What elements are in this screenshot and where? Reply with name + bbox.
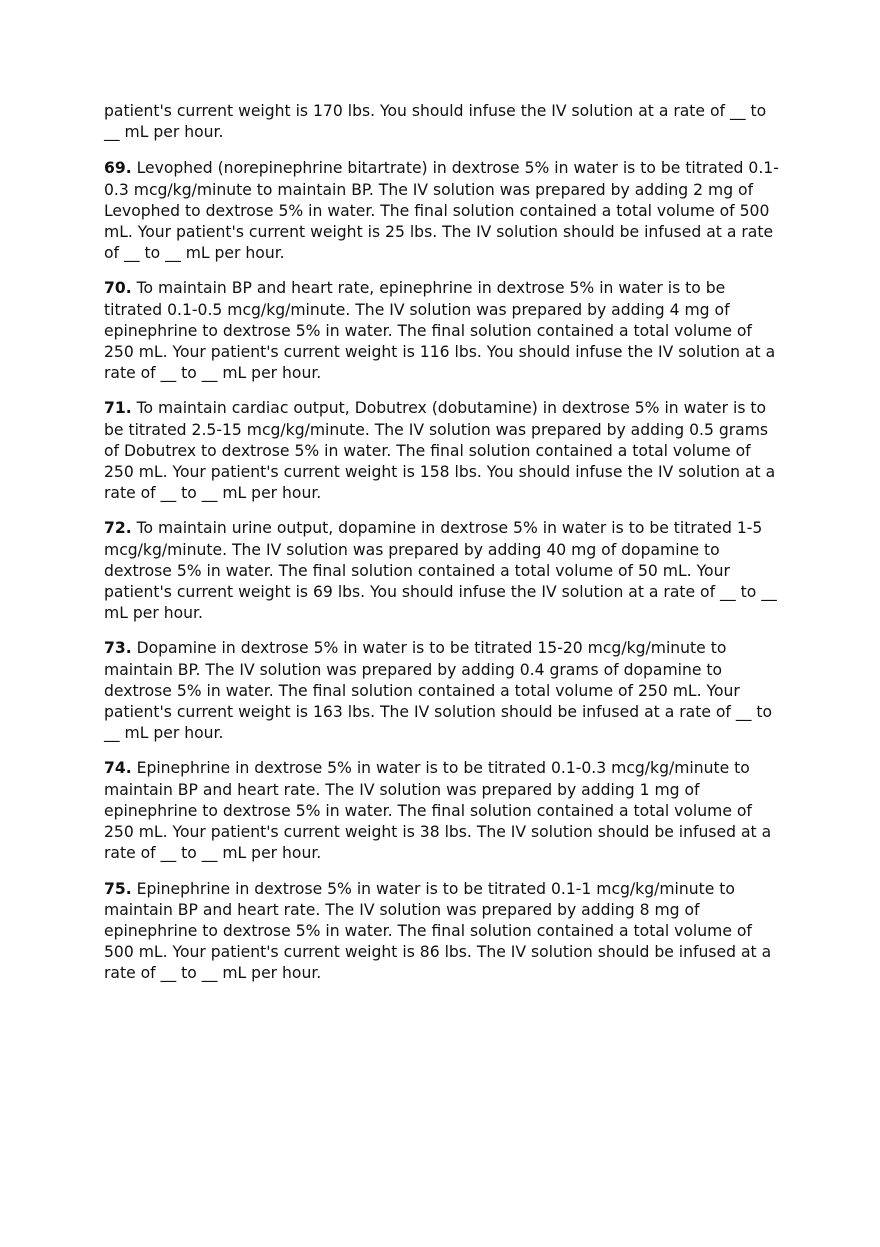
problem-text: Levophed (norepinephrine bitartrate) in dextrose 5% in water is to be titrated 0.1-0.3 mcg/kg/minute to maintain BP. The IV solution was prepared by adding 2 mg of Levophed to dextrose 5% in water. The final solution contained a total volume of 500 mL. Your patient's current weight is 25 lbs. The IV solution should be infused at a rate of __ to __ mL per hour. <box>104 159 779 263</box>
problem-number: 75. <box>104 879 132 898</box>
document-page <box>104 101 780 999</box>
problem-text: To maintain cardiac output, Dobutrex (dobutamine) in dextrose 5% in water is to be titrated 2.5-15 mcg/kg/minute. The IV solution was prepared by adding 0.5 grams of Dobutrex to dextrose 5% in water. The final solution contained a total volume of 250 mL. Your patient's current weight is 158 lbs. You should infuse the IV solution at a rate of __ to __ mL per hour. <box>104 399 776 503</box>
problem-text: To maintain urine output, dopamine in dextrose 5% in water is to be titrated 1-5 mcg/kg/minute. The IV solution was prepared by adding 40 mg of dopamine to dextrose 5% in water. The final solution contained a total volume of 50 mL. Your patient's current weight is 69 lbs. You should infuse the IV solution at a rate of __ to __ mL per hour. <box>104 519 777 623</box>
problem-74 <box>104 758 780 864</box>
problem-70 <box>104 278 780 384</box>
problem-text: Epinephrine in dextrose 5% in water is to be titrated 0.1-0.3 mcg/kg/minute to maintain BP and heart rate. The IV solution was prepared by adding 1 mg of epinephrine to dextrose 5% in water. The final solution contained a total volume of 250 mL. Your patient's current weight is 38 lbs. The IV solution should be infused at a rate of __ to __ mL per hour. <box>104 759 772 863</box>
problem-71 <box>104 398 780 504</box>
problem-text: Dopamine in dextrose 5% in water is to be titrated 15-20 mcg/kg/minute to maintain BP. The IV solution was prepared by adding 0.4 grams of dopamine to dextrose 5% in water. The final solution contained a total volume of 250 mL. Your patient's current weight is 163 lbs. The IV solution should be infused at a rate of __ to __ mL per hour. <box>104 639 773 743</box>
problem-text: Epinephrine in dextrose 5% in water is to be titrated 0.1-1 mcg/kg/minute to maintain BP and heart rate. The IV solution was prepared by adding 8 mg of epinephrine to dextrose 5% in water. The final solution contained a total volume of 500 mL. Your patient's current weight is 86 lbs. The IV solution should be infused at a rate of __ to __ mL per hour. <box>104 879 772 983</box>
problem-75 <box>104 879 780 985</box>
problem-number: 69. <box>104 159 132 178</box>
problem-number: 74. <box>104 759 132 778</box>
continuation-paragraph: patient's current weight is 170 lbs. You should infuse the IV solution at a rate of __ to __ mL per hour. <box>104 102 767 142</box>
problem-text: To maintain BP and heart rate, epinephrine in dextrose 5% in water is to be titrated 0.1-0.5 mcg/kg/minute. The IV solution was prepared by adding 4 mg of epinephrine to dextrose 5% in water. The final solution contained a total volume of 250 mL. Your patient's current weight is 116 lbs. You should infuse the IV solution at a rate of __ to __ mL per hour. <box>104 279 776 383</box>
problem-69 <box>104 158 780 264</box>
problem-number: 70. <box>104 279 132 298</box>
problem-72 <box>104 518 780 624</box>
problem-number: 72. <box>104 519 132 538</box>
problem-73 <box>104 638 780 744</box>
problem-number: 73. <box>104 639 132 658</box>
problem-number: 71. <box>104 399 132 418</box>
